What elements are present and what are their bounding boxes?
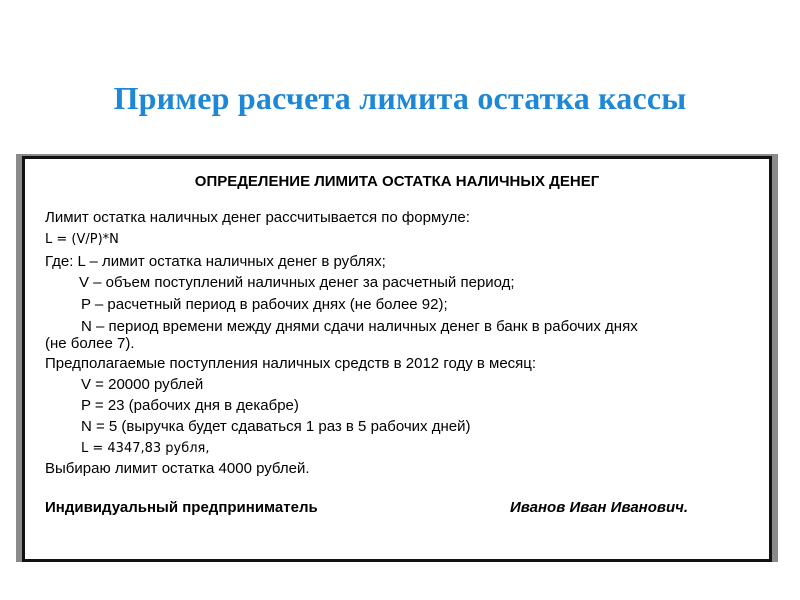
definition-n-continuation: (не более 7). <box>45 335 135 352</box>
document-frame <box>22 156 772 562</box>
chosen-limit-line: Выбираю лимит остатка 4000 рублей. <box>45 460 310 477</box>
definition-p-line: P – расчетный период в рабочих днях (не более 92); <box>81 296 448 313</box>
expected-revenue-line: Предполагаемые поступления наличных средств в 2012 году в месяц: <box>45 355 537 372</box>
value-n-line: N = 5 (выручка будет сдаваться 1 раз в 5 рабочих дней) <box>81 418 471 435</box>
value-v-line: V = 20000 рублей <box>81 376 204 393</box>
definition-v-line: V – объем поступлений наличных денег за расчетный период; <box>79 274 515 291</box>
signature-role: Индивидуальный предприниматель <box>45 499 318 516</box>
value-l-line: L = 4347,83 рубля, <box>81 441 210 456</box>
formula-intro-line: Лимит остатка наличных денег рассчитывается по формуле: <box>45 209 470 226</box>
definition-l-line: Где: L – лимит остатка наличных денег в рублях; <box>45 253 386 270</box>
document-heading: ОПРЕДЕЛЕНИЕ ЛИМИТА ОСТАТКА НАЛИЧНЫХ ДЕНЕГ <box>194 173 600 190</box>
formula-line: L = (V/P)*N <box>45 232 119 247</box>
value-p-line: P = 23 (рабочих дня в декабре) <box>81 397 299 414</box>
definition-n-line: N – период времени между днями сдачи наличных денег в банк в рабочих днях <box>81 318 638 335</box>
slide-title: Пример расчета лимита остатка кассы <box>113 80 687 116</box>
signature-name: Иванов Иван Иванович. <box>510 499 689 516</box>
